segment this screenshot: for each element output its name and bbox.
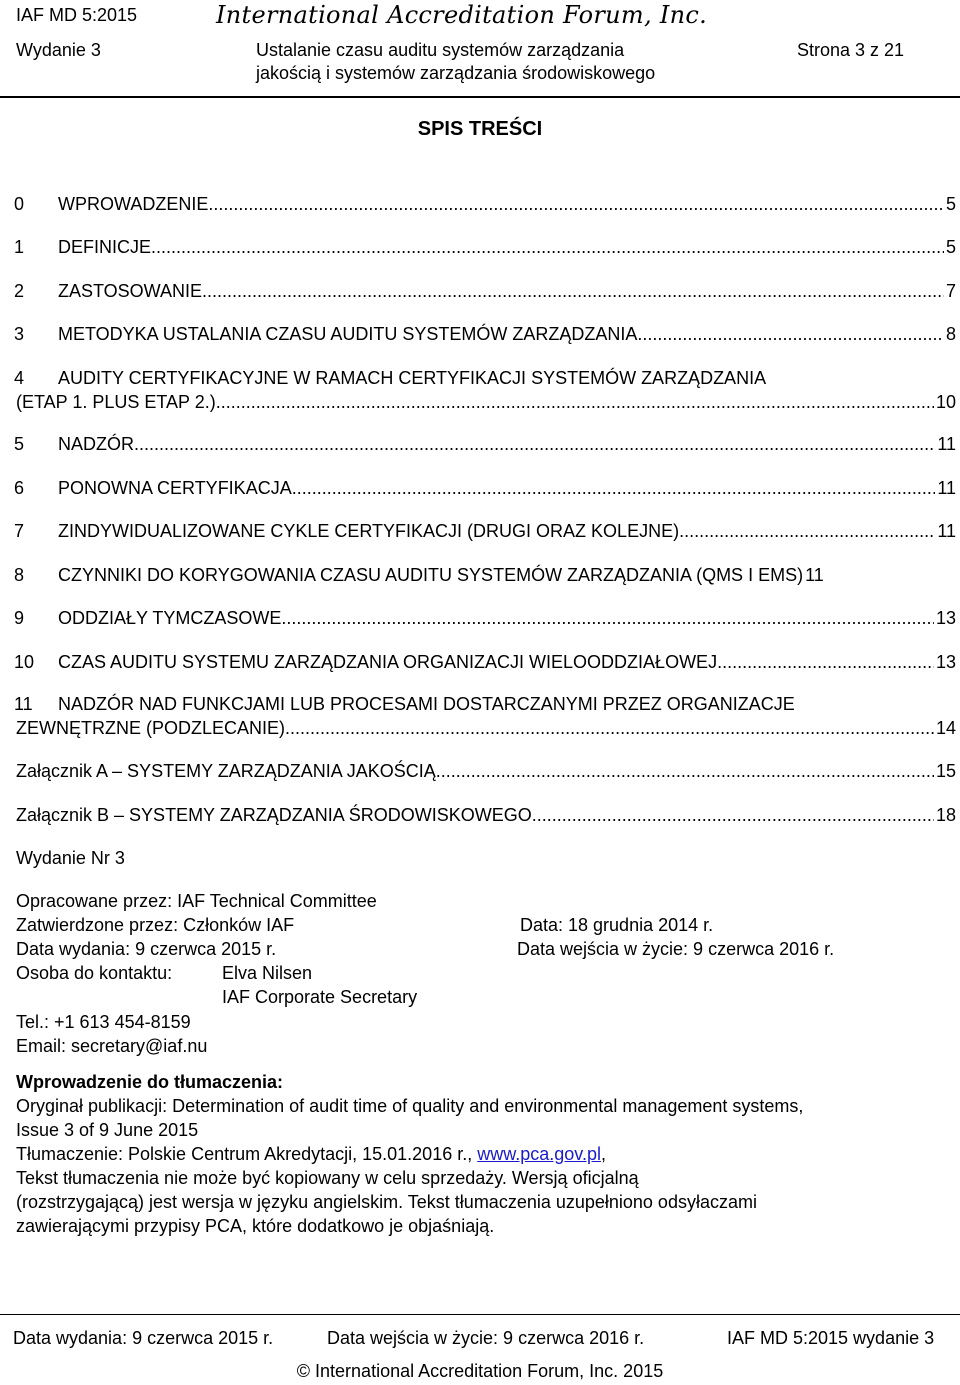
toc-entry-text: METODYKA USTALANIA CZASU AUDITU SYSTEMÓW ZARZĄDZANIA — [58, 324, 638, 344]
toc-entry-page: 13 — [935, 652, 956, 672]
toc-entry-text: CZAS AUDITU SYSTEMU ZARZĄDZANIA ORGANIZACJI WIELOODDZIAŁOWEJ — [58, 652, 718, 672]
toc-entry-number: 6 — [14, 478, 25, 498]
translator-link[interactable]: www.pca.gov.pl — [477, 1144, 601, 1164]
toc-leader-dots — [202, 281, 944, 302]
toc-entry-annex-a[interactable] — [16, 761, 956, 782]
toc-entry-number: 2 — [14, 281, 25, 301]
contact-email[interactable]: Email: secretary@iaf.nu — [16, 1036, 208, 1056]
toc-leader-dots — [216, 392, 934, 413]
issue-date: Data wydania: 9 czerwca 2015 r. — [16, 939, 277, 959]
toc-entry-text-line1: AUDITY CERTYFIKACYJNE W RAMACH CERTYFIKACJI SYSTEMÓW ZARZĄDZANIA — [58, 368, 767, 388]
toc-entry-text: NADZÓR — [58, 434, 134, 454]
toc-entry-continuation[interactable] — [16, 718, 956, 739]
toc-entry-number: 9 — [14, 608, 25, 628]
toc-entry-page: 10 — [935, 392, 956, 412]
toc-entry-text-line1: NADZÓR NAD FUNKCJAMI LUB PROCESAMI DOSTARCZANYMI PRZEZ ORGANIZACJE — [58, 694, 795, 714]
footer-effective-date: Data wejścia w życie: 9 czerwca 2016 r. — [327, 1328, 645, 1348]
toc-entry[interactable] — [14, 478, 956, 499]
toc-entry[interactable] — [14, 194, 956, 215]
footer-issue-date: Data wydania: 9 czerwca 2015 r. — [13, 1328, 274, 1348]
footer-doc-edition: IAF MD 5:2015 wydanie 3 — [727, 1328, 935, 1348]
contact-name: Elva Nilsen — [222, 963, 313, 983]
toc-leader-dots — [292, 478, 936, 499]
page-info: Strona 3 z 21 — [797, 40, 905, 60]
toc-entry-number: 0 — [14, 194, 25, 214]
toc-entry-text: (ETAP 1. PLUS ETAP 2.) — [16, 392, 216, 412]
effective-date: Data wejścia w życie: 9 czerwca 2016 r. — [517, 939, 835, 959]
doc-title-line1: Ustalanie czasu auditu systemów zarządzania — [256, 40, 625, 60]
toc-entry-text: ZEWNĘTRZNE (PODZLECANIE) — [16, 718, 286, 738]
toc-entry[interactable] — [14, 565, 956, 586]
translator-text: Tłumaczenie: Polskie Centrum Akredytacji, 15.01.2016 r., — [16, 1144, 478, 1164]
toc-entry-page: 15 — [935, 761, 956, 781]
doc-title-line2: jakością i systemów zarządzania środowiskowego — [256, 63, 656, 83]
header-rule — [0, 96, 960, 98]
original-publication-line2: Issue 3 of 9 June 2015 — [16, 1120, 199, 1140]
toc-entry-multiline[interactable] — [14, 368, 766, 389]
translation-note-line1: Tekst tłumaczenia nie może być kopiowany w celu sprzedaży. Wersją oficjalną — [16, 1168, 639, 1188]
toc-entry-page: 8 — [945, 324, 956, 344]
toc-leader-dots — [134, 434, 935, 455]
toc-entry[interactable] — [14, 237, 956, 258]
toc-entry-text: WPROWADZENIE — [58, 194, 209, 214]
translator-line — [16, 1144, 606, 1165]
toc-entry-page: 18 — [935, 805, 956, 825]
toc-entry-number: 10 — [14, 652, 35, 672]
toc-leader-dots — [637, 324, 944, 345]
toc-entry-page: 5 — [945, 237, 956, 257]
toc-entry-number: 11 — [14, 694, 33, 714]
doc-id: IAF MD 5:2015 — [16, 5, 138, 25]
toc-entry-number: 8 — [14, 565, 25, 585]
translation-note-line2: (rozstrzygającą) jest wersja w języku angielskim. Tekst tłumaczenia uzupełniono odsyłaczami — [16, 1192, 757, 1212]
toc-entry[interactable] — [14, 324, 956, 345]
toc-entry-number: 7 — [14, 521, 25, 541]
toc-leader-dots — [717, 652, 934, 673]
edition-number: Wydanie Nr 3 — [16, 848, 125, 868]
toc-entry-annex-b[interactable] — [16, 805, 956, 826]
toc-entry-page: 11 — [937, 434, 956, 454]
toc-entry-page: 7 — [945, 281, 956, 301]
toc-entry-page: 11 — [937, 521, 956, 541]
toc-entry-continuation[interactable] — [16, 392, 956, 413]
toc-entry-text: ODDZIAŁY TYMCZASOWE — [58, 608, 282, 628]
toc-leader-dots — [281, 608, 934, 629]
toc-entry-multiline[interactable] — [14, 694, 795, 715]
translator-suffix: , — [600, 1144, 606, 1164]
translation-note-line3: zawierającymi przypisy PCA, które dodatkowo je objaśniają. — [16, 1216, 495, 1236]
toc-entry-text: PONOWNA CERTYFIKACJA — [58, 478, 292, 498]
toc-entry-number: 5 — [14, 434, 25, 454]
toc-leader-dots — [151, 237, 944, 258]
contact-phone: Tel.: +1 613 454-8159 — [16, 1012, 191, 1032]
toc-entry[interactable] — [14, 434, 956, 455]
approved-by: Zatwierdzone przez: Członków IAF — [16, 915, 295, 935]
footer-rule — [0, 1314, 960, 1315]
toc-leader-dots — [679, 521, 935, 542]
toc-entry[interactable] — [14, 521, 956, 542]
toc-entry[interactable] — [14, 281, 956, 302]
toc-entry-text: Załącznik A – SYSTEMY ZARZĄDZANIA JAKOŚCIĄ — [16, 761, 436, 781]
prepared-by: Opracowane przez: IAF Technical Committee — [16, 891, 377, 911]
toc-entry-page: 11 — [805, 565, 824, 585]
toc-entry-number: 3 — [14, 324, 25, 344]
toc-entry[interactable] — [14, 608, 956, 629]
toc-entry-number: 4 — [14, 368, 25, 388]
toc-entry-text: CZYNNIKI DO KORYGOWANIA CZASU AUDITU SYSTEMÓW ZARZĄDZANIA (QMS I EMS) — [58, 565, 804, 585]
toc-entry[interactable] — [14, 652, 956, 673]
toc-entry-page: 11 — [937, 478, 956, 498]
toc-leader-dots — [285, 718, 934, 739]
toc-entry-page: 13 — [935, 608, 956, 628]
toc-title: SPIS TREŚCI — [417, 118, 543, 140]
original-publication-line1: Oryginał publikacji: Determination of audit time of quality and environmental management systems, — [16, 1096, 804, 1116]
toc-leader-dots — [208, 194, 944, 215]
footer-copyright: © International Accreditation Forum, Inc. 2015 — [296, 1361, 664, 1381]
approved-date: Data: 18 grudnia 2014 r. — [520, 915, 714, 935]
org-name: International Accreditation Forum, Inc. — [216, 1, 708, 29]
edition: Wydanie 3 — [16, 40, 101, 60]
contact-label: Osoba do kontaktu: — [16, 963, 173, 983]
toc-entry-text: Załącznik B – SYSTEMY ZARZĄDZANIA ŚRODOWISKOWEGO — [16, 805, 532, 825]
toc-entry-text: DEFINICJE — [58, 237, 152, 257]
toc-entry-page: 14 — [935, 718, 956, 738]
toc-leader-dots — [532, 805, 934, 826]
toc-entry-text: ZASTOSOWANIE — [58, 281, 203, 301]
toc-entry-number: 1 — [14, 237, 25, 257]
toc-entry-page: 5 — [945, 194, 956, 214]
contact-role: IAF Corporate Secretary — [222, 987, 418, 1007]
translation-heading: Wprowadzenie do tłumaczenia: — [16, 1072, 284, 1092]
toc-leader-dots — [436, 761, 934, 782]
toc-entry-text: ZINDYWIDUALIZOWANE CYKLE CERTYFIKACJI (DRUGI ORAZ KOLEJNE) — [58, 521, 680, 541]
